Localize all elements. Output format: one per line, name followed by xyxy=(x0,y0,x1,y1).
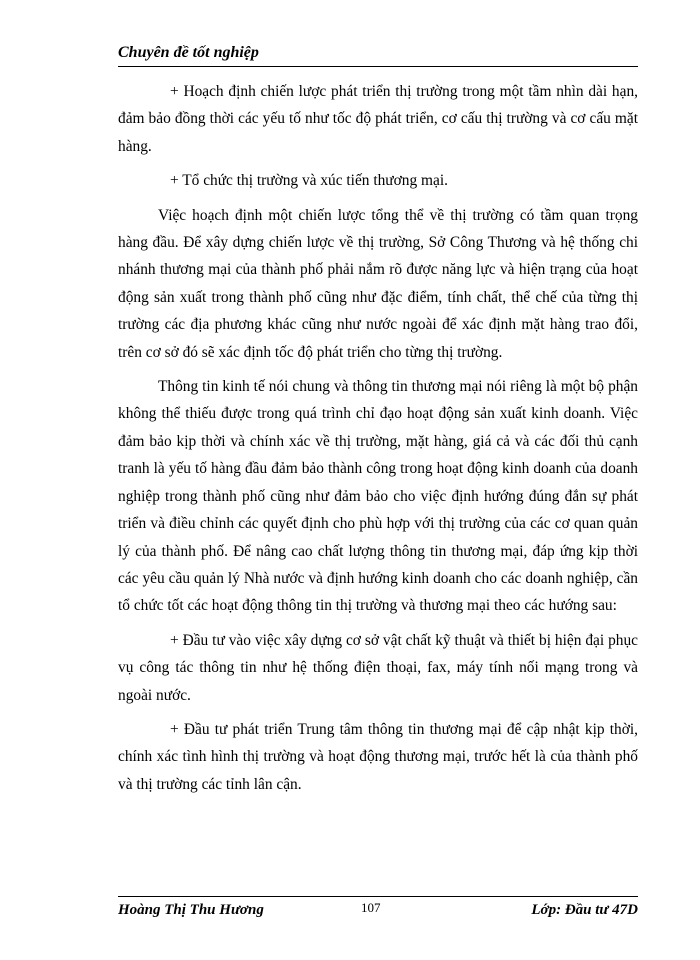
paragraph-market-strategy: + Hoạch định chiến lược phát triển thị trường trong một tầm nhìn dài hạn, đảm bảo đồng thời các yếu tố như tốc độ phát triển, cơ cấu thị trường và cơ cấu mặt hàng. xyxy=(118,83,638,155)
paragraph-economic-information: Thông tin kinh tế nói chung và thông tin thương mại nói riêng là một bộ phận không thể thiếu được trong quá trình chỉ đạo hoạt động sản xuất kinh doanh. Việc đảm bảo kịp thời và chính xác về thị trường, mặt hàng, giá cả và các đối thủ cạnh tranh là yếu tố hàng đầu đảm bảo thành công trong hoạt động kinh doanh của doanh nghiệp trong thành phố cũng như đảm bảo cho việc định hướng đúng đắn sự phát triển và điều chỉnh các quyết định cho phù hợp với thị trường của các cơ quan quản lý của thành phố. Để nâng cao chất lượng thông tin thương mại, đáp ứng kịp thời các yêu cầu quản lý Nhà nước và định hướng kinh doanh cho các doanh nghiệp, cần tổ chức tốt các hoạt động thông tin thị trường và thương mại theo các hướng sau: xyxy=(118,378,638,615)
header-divider xyxy=(118,66,638,67)
document-body xyxy=(118,78,638,805)
page-header-title: Chuyên đề tốt nghiệp xyxy=(118,44,259,61)
footer-class-label: Lớp: Đầu tư 47D xyxy=(531,902,638,918)
paragraph-overall-strategy: Việc hoạch định một chiến lược tổng thể về thị trường có tầm quan trọng hàng đầu. Để xây dựng chiến lược về thị trường, Sở Công Thương và hệ thống chi nhánh thương mại của thành phố phải nắm rõ được năng lực và hiện trạng của hoạt động sản xuất trong thành phố cũng như đặc điểm, tính chất, thể chế của từng thị trường các địa phương khác cũng như nước ngoài để xác định mặt hàng trao đổi, trên cơ sở đó sẽ xác định tốc độ phát triển cho từng thị trường. xyxy=(118,206,638,361)
footer-author: Hoàng Thị Thu Hương xyxy=(118,902,264,918)
page-number: 107 xyxy=(361,900,381,915)
footer-divider xyxy=(118,896,638,897)
page-footer xyxy=(118,900,638,922)
paragraph-information-center: + Đầu tư phát triển Trung tâm thông tin thương mại để cập nhật kịp thời, chính xác tình hình thị trường và hoạt động thương mại, trước hết là của thành phố và thị trường các tỉnh lân cận. xyxy=(118,720,638,793)
paragraph-trade-promotion: + Tổ chức thị trường và xúc tiến thương mại. xyxy=(170,172,448,190)
paragraph-infrastructure-investment: + Đầu tư vào việc xây dựng cơ sở vật chất kỹ thuật và thiết bị hiện đại phục vụ công tác thông tin như hệ thống điện thoại, fax, máy tính nối mạng trong và ngoài nước. xyxy=(118,631,638,704)
